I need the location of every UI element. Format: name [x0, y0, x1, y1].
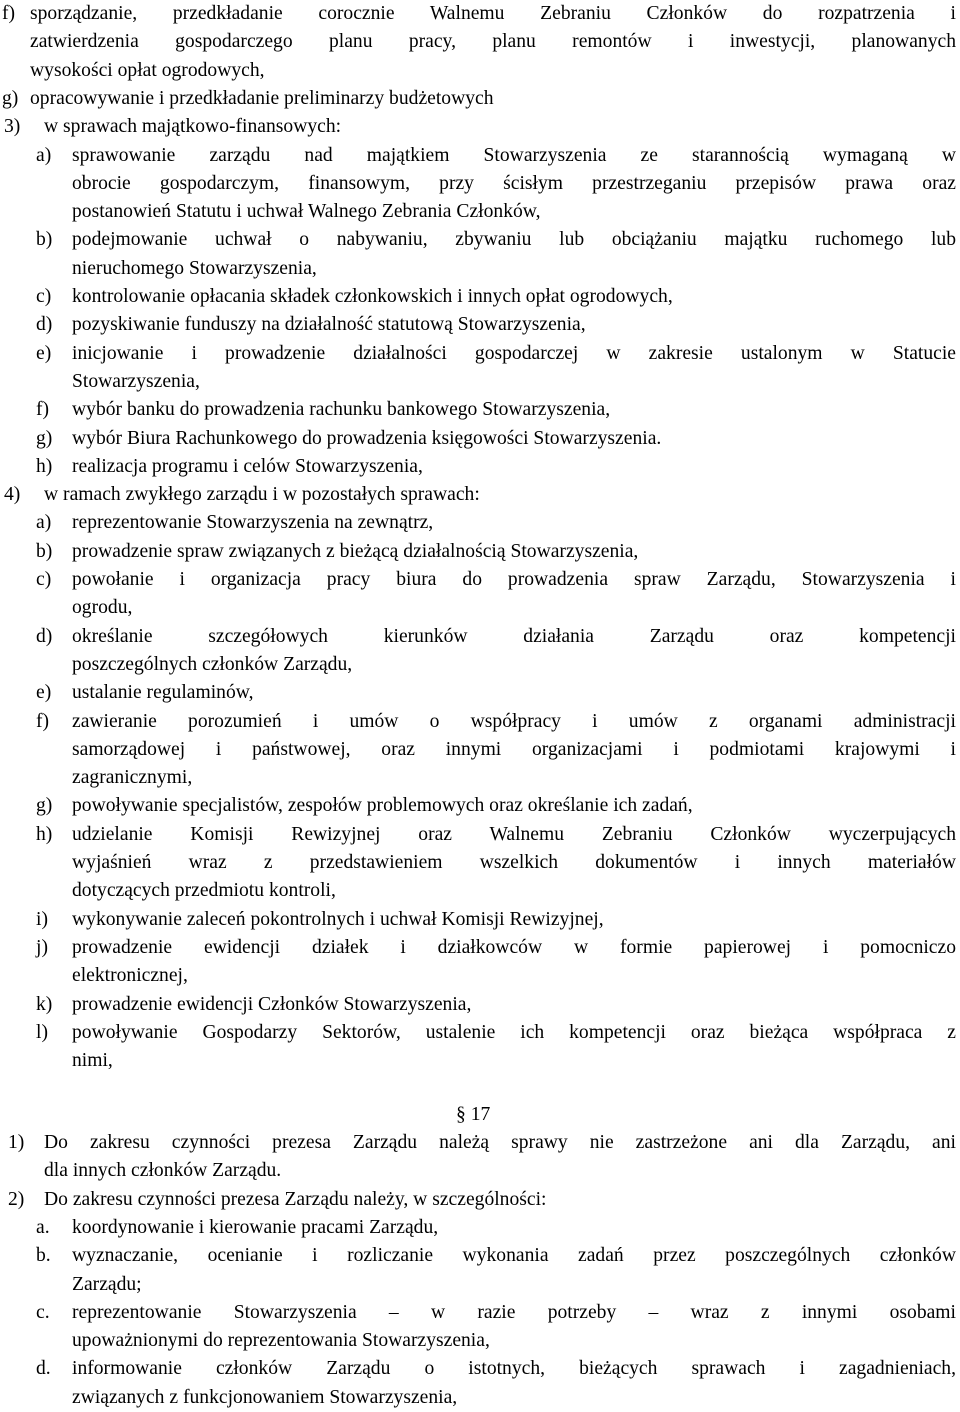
list-item-text: wysokości opłat ogrodowych,	[30, 59, 265, 81]
list-item-label: c)	[36, 569, 52, 590]
list-item-text: dla innych członków Zarządu.	[44, 1160, 282, 1182]
list-item-text: wykonywanie zaleceń pokontrolnych i uchwał Komisji Rewizyjnej,	[72, 908, 604, 930]
list-item-label: h)	[36, 455, 53, 477]
list-item-text: związanych z funkcjonowaniem Stowarzyszenia,	[72, 1386, 458, 1408]
list-item-text: obrocie gospodarczym, finansowym, przy ścisłym przestrzeganiu przepisów prawa oraz	[72, 172, 956, 194]
list-item-label: f)	[36, 399, 50, 421]
list-item-label: e)	[36, 342, 52, 364]
list-item-text: poszczególnych członków Zarządu,	[72, 653, 353, 675]
list-item-text: wybór Biura Rachunkowego do prowadzenia księgowości Stowarzyszenia.	[72, 427, 662, 449]
list-item-label: f)	[2, 3, 16, 24]
list-item-label: a.	[36, 1216, 50, 1238]
list-item-label: e)	[36, 682, 52, 704]
list-item-text: podejmowanie uchwał o nabywaniu, zbywaniu lub obciążaniu majątku ruchomego lub	[72, 229, 956, 251]
list-item-text: upoważnionymi do reprezentowania Stowarzyszenia,	[72, 1330, 490, 1352]
list-item-text: prowadzenie spraw związanych z bieżącą działalnością Stowarzyszenia,	[72, 540, 639, 562]
section-heading: § 17	[456, 1104, 491, 1125]
list-item-text: prowadzenie ewidencji działek i działkowców w formie papierowej i pomocniczo	[72, 936, 956, 958]
list-item-label: 1)	[8, 1132, 25, 1153]
list-item-label: a)	[36, 512, 52, 534]
list-item-text: prowadzenie ewidencji Członków Stowarzyszenia,	[72, 993, 472, 1015]
list-item-label: b.	[36, 1245, 51, 1267]
list-item-label: g)	[36, 427, 53, 449]
list-item-label: f)	[36, 710, 50, 732]
list-item-label: d)	[36, 625, 53, 647]
list-item-text: wyznaczanie, ocenianie i rozliczanie wykonania zadań przez poszczególnych członków	[72, 1245, 956, 1267]
list-item-text: Do zakresu czynności prezesa Zarządu należy, w szczególności:	[44, 1188, 547, 1210]
list-item-text: nimi,	[72, 1050, 113, 1072]
list-item-label: c)	[36, 286, 52, 307]
list-item-label: l)	[36, 1021, 48, 1043]
list-item-text: zatwierdzenia gospodarczego planu pracy, planu remontów i inwestycji, planowanych	[30, 31, 956, 53]
list-item-text: nieruchomego Stowarzyszenia,	[72, 257, 317, 279]
list-item-text: w ramach zwykłego zarządu i w pozostałych sprawach:	[44, 484, 480, 506]
list-item-text: realizacja programu i celów Stowarzyszenia,	[72, 455, 423, 477]
list-item-text: ustalanie regulaminów,	[72, 682, 254, 704]
list-item-text: powoływanie Gospodarzy Sektorów, ustalenie ich kompetencji oraz bieżąca współpraca z	[72, 1021, 956, 1043]
list-item-text: elektronicznej,	[72, 965, 188, 987]
list-item-label: k)	[36, 993, 53, 1015]
list-item-text: określanie szczegółowych kierunków działania Zarządu oraz kompetencji	[72, 625, 956, 647]
list-item-text: samorządowej i państwowej, oraz innymi organizacjami i podmiotami krajowymi i	[72, 738, 956, 760]
list-item-label: d.	[36, 1358, 51, 1380]
list-item-text: pozyskiwanie funduszy na działalność statutową Stowarzyszenia,	[72, 314, 586, 336]
list-item-text: sporządzanie, przedkładanie corocznie Walnemu Zebraniu Członków do rozpatrzenia i	[30, 3, 956, 24]
list-item-text: inicjowanie i prowadzenie działalności gospodarczej w zakresie ustalonym w Statucie	[72, 342, 956, 364]
list-item-text: Stowarzyszenia,	[72, 370, 200, 392]
list-item-text: opracowywanie i przedkładanie preliminarzy budżetowych	[30, 87, 494, 109]
list-item-label: d)	[36, 314, 53, 336]
list-item-label: g)	[2, 87, 19, 109]
list-item-text: dotyczących przedmiotu kontroli,	[72, 880, 336, 902]
list-item-label: 2)	[8, 1188, 25, 1210]
list-item-text: koordynowanie i kierowanie pracami Zarządu,	[72, 1216, 439, 1238]
list-item-text: reprezentowanie Stowarzyszenia – w razie potrzeby – wraz z innymi osobami	[72, 1301, 956, 1323]
list-item-text: powołanie i organizacja pracy biura do prowadzenia spraw Zarządu, Stowarzyszenia i	[72, 569, 956, 590]
list-item-text: informowanie członków Zarządu o istotnych, bieżących sprawach i zagadnieniach,	[72, 1358, 956, 1380]
list-item-label: b)	[36, 540, 53, 562]
list-item-label: g)	[36, 795, 53, 817]
list-item-text: zagranicznymi,	[72, 767, 193, 789]
list-item-text: reprezentowanie Stowarzyszenia na zewnątrz,	[72, 512, 434, 534]
list-item-text: powoływanie specjalistów, zespołów problemowych oraz określanie ich zadań,	[72, 795, 693, 817]
list-item-text: wyjaśnień wraz z przedstawieniem wszelkich dokumentów i innych materiałów	[72, 852, 956, 873]
list-item-text: Zarządu;	[72, 1273, 142, 1295]
list-item-text: sprawowanie zarządu nad majątkiem Stowarzyszenia ze starannością wymaganą w	[72, 144, 956, 166]
list-item-label: j)	[36, 936, 48, 958]
list-item-text: ogrodu,	[72, 597, 133, 619]
list-item-label: b)	[36, 229, 53, 251]
list-item-label: 3)	[4, 116, 21, 138]
list-item-label: c.	[36, 1301, 50, 1323]
list-item-text: postanowień Statutu i uchwał Walnego Zebrania Członków,	[72, 201, 541, 223]
list-item-label: i)	[36, 908, 48, 930]
list-item-text: udzielanie Komisji Rewizyjnej oraz Walnemu Zebraniu Członków wyczerpujących	[72, 823, 956, 845]
list-item-text: kontrolowanie opłacania składek członkowskich i innych opłat ogrodowych,	[72, 286, 673, 307]
list-item-text: w sprawach majątkowo-finansowych:	[44, 116, 342, 138]
list-item-text: wybór banku do prowadzenia rachunku bankowego Stowarzyszenia,	[72, 399, 611, 421]
list-item-label: 4)	[4, 484, 21, 506]
list-item-text: zawieranie porozumień i umów o współpracy i umów z organami administracji	[72, 710, 956, 732]
list-item-label: h)	[36, 823, 53, 845]
list-item-text: Do zakresu czynności prezesa Zarządu należą sprawy nie zastrzeżone ani dla Zarządu, ani	[44, 1132, 956, 1153]
list-item-label: a)	[36, 144, 52, 166]
